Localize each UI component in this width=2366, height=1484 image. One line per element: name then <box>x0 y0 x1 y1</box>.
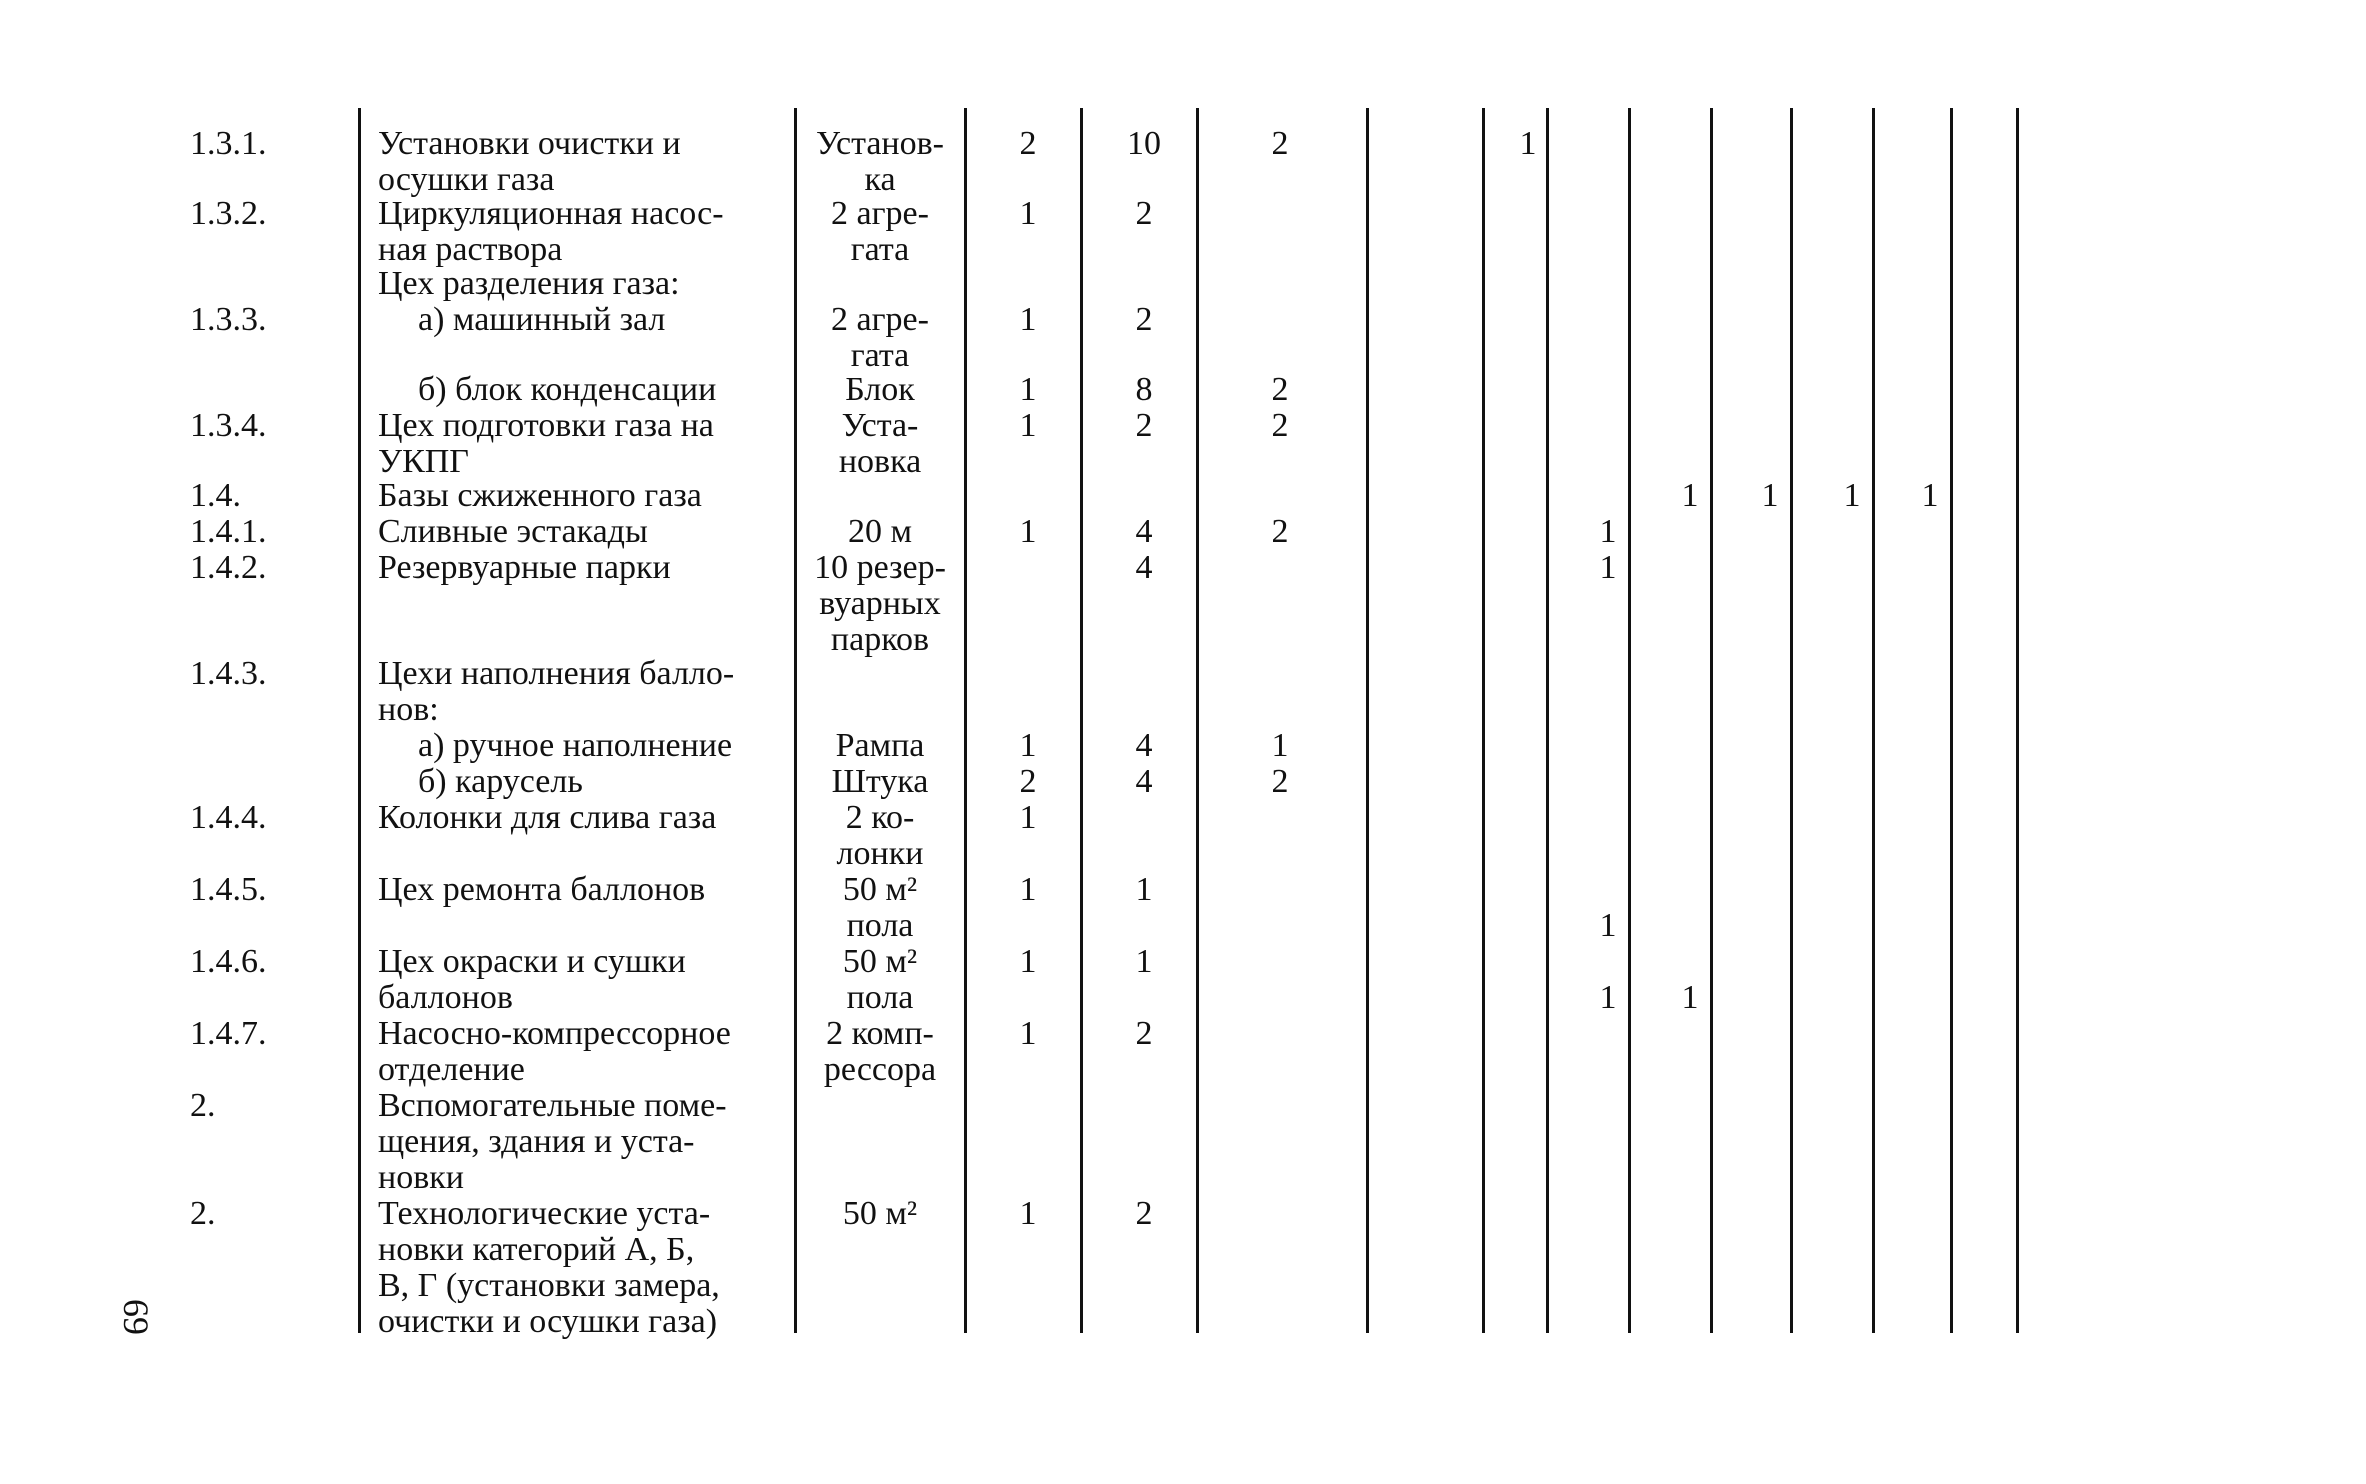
row-quantity: 1 <box>1019 195 1037 232</box>
column-rule <box>794 108 797 1333</box>
column-rule <box>1482 108 1485 1333</box>
row-description: Цех ремонта баллонов <box>378 871 706 908</box>
row-description: новки <box>378 1159 464 1196</box>
row-description: Резервуарные парки <box>378 549 671 586</box>
row-description: Насосно-компрессорное <box>378 1015 731 1052</box>
row-unit: пола <box>846 907 914 944</box>
row-unit: 20 м <box>847 513 912 550</box>
row-unit: гата <box>850 231 910 268</box>
row-unit: 2 ко- <box>845 799 915 836</box>
row-description: Цех окраски и сушки <box>378 943 686 980</box>
row-unit: ка <box>864 161 896 198</box>
row-description: УКПГ <box>378 443 469 480</box>
row-description: Установки очистки и <box>378 125 681 162</box>
row-count: 2 <box>1135 407 1153 444</box>
row-number: 1.4.3. <box>190 655 267 692</box>
row-number: 1.4. <box>190 477 241 514</box>
row-description: а) машинный зал <box>418 301 666 338</box>
row-quantity: 1 <box>1019 871 1037 908</box>
row-description: Сливные эстакады <box>378 513 648 550</box>
row-number: 2. <box>190 1195 216 1232</box>
row-unit: парков <box>830 621 930 658</box>
row-number: 1.3.1. <box>190 125 267 162</box>
row-category: 2 <box>1271 407 1289 444</box>
row-unit: 2 агре- <box>831 301 929 338</box>
row-quantity: 2 <box>1019 763 1037 800</box>
row-unit: 50 м² <box>842 1195 918 1232</box>
row-description: Базы сжиженного газа <box>378 477 702 514</box>
row-quantity: 1 <box>1019 1195 1037 1232</box>
row-count: 2 <box>1135 301 1153 338</box>
row-mark: 1 <box>1519 125 1537 162</box>
row-count: 2 <box>1135 1195 1153 1232</box>
row-number: 1.3.2. <box>190 195 267 232</box>
row-unit: Рампа <box>835 727 925 764</box>
row-number: 1.4.5. <box>190 871 267 908</box>
row-description: Циркуляционная насос- <box>378 195 724 232</box>
row-quantity: 1 <box>1019 943 1037 980</box>
column-rule <box>2016 108 2019 1333</box>
row-count: 4 <box>1135 549 1153 586</box>
column-rule <box>964 108 967 1333</box>
row-description: баллонов <box>378 979 513 1016</box>
row-mark: 1 <box>1843 477 1861 514</box>
row-unit: рессора <box>823 1051 937 1088</box>
row-quantity: 1 <box>1019 727 1037 764</box>
row-mark: 1 <box>1681 979 1699 1016</box>
row-count: 4 <box>1135 513 1153 550</box>
row-mark: 1 <box>1599 907 1617 944</box>
row-category: 2 <box>1271 125 1289 162</box>
row-unit: 2 комп- <box>826 1015 934 1052</box>
row-unit: Блок <box>845 371 915 408</box>
row-mark: 1 <box>1921 477 1939 514</box>
row-count: 10 <box>1127 125 1161 162</box>
row-mark: 1 <box>1761 477 1779 514</box>
row-count: 1 <box>1135 871 1153 908</box>
column-rule <box>1080 108 1083 1333</box>
row-unit: лонки <box>836 835 924 872</box>
row-quantity: 1 <box>1019 799 1037 836</box>
row-unit: Штука <box>831 763 929 800</box>
row-description: б) карусель <box>418 763 583 800</box>
row-number: 1.4.1. <box>190 513 267 550</box>
row-count: 4 <box>1135 763 1153 800</box>
row-category: 2 <box>1271 371 1289 408</box>
row-description: б) блок конденсации <box>418 371 717 408</box>
row-quantity: 1 <box>1019 301 1037 338</box>
row-number: 1.4.6. <box>190 943 267 980</box>
row-description: Колонки для слива газа <box>378 799 717 836</box>
column-rule <box>1366 108 1369 1333</box>
row-number: 1.4.2. <box>190 549 267 586</box>
column-rule <box>1790 108 1793 1333</box>
row-number: 2. <box>190 1087 216 1124</box>
row-description: Цехи наполнения балло- <box>378 655 735 692</box>
row-number: 1.3.4. <box>190 407 267 444</box>
row-quantity: 1 <box>1019 407 1037 444</box>
row-count: 1 <box>1135 943 1153 980</box>
column-rule <box>1710 108 1713 1333</box>
column-rule <box>1950 108 1953 1333</box>
row-description: новки категорий А, Б, <box>378 1231 695 1268</box>
row-description: В, Г (установки замера, <box>378 1267 720 1304</box>
row-unit: 50 м² <box>842 871 918 908</box>
column-rule <box>1546 108 1549 1333</box>
row-description: а) ручное наполнение <box>418 727 733 764</box>
row-quantity: 1 <box>1019 371 1037 408</box>
row-mark: 1 <box>1599 979 1617 1016</box>
row-unit: Установ- <box>815 125 944 162</box>
row-description: Вспомогательные поме- <box>378 1087 727 1124</box>
row-count: 4 <box>1135 727 1153 764</box>
row-count: 2 <box>1135 195 1153 232</box>
row-unit: вуарных <box>819 585 941 622</box>
row-unit: 2 агре- <box>831 195 929 232</box>
row-description: осушки газа <box>378 161 555 198</box>
row-unit: гата <box>850 337 910 374</box>
row-quantity: 1 <box>1019 513 1037 550</box>
row-description: щения, здания и уста- <box>378 1123 695 1160</box>
row-unit: новка <box>838 443 922 480</box>
row-quantity: 1 <box>1019 1015 1037 1052</box>
row-mark: 1 <box>1599 513 1617 550</box>
row-unit: 10 резер- <box>814 549 946 586</box>
row-number: 1.4.7. <box>190 1015 267 1052</box>
row-description: очистки и осушки газа) <box>378 1303 718 1340</box>
column-rule <box>1628 108 1631 1333</box>
row-description: отделение <box>378 1051 525 1088</box>
page-number: 69 <box>116 1299 156 1335</box>
row-description: Цех подготовки газа на <box>378 407 714 444</box>
row-count: 8 <box>1135 371 1153 408</box>
row-unit: Уста- <box>841 407 919 444</box>
row-number: 1.3.3. <box>190 301 267 338</box>
row-mark: 1 <box>1599 549 1617 586</box>
row-description: Цех разделения газа: <box>378 265 680 302</box>
column-rule <box>1196 108 1199 1333</box>
row-number: 1.4.4. <box>190 799 267 836</box>
column-rule <box>1872 108 1875 1333</box>
row-category: 2 <box>1271 513 1289 550</box>
row-description: ная раствора <box>378 231 563 268</box>
row-unit: 50 м² <box>842 943 918 980</box>
row-description: нов: <box>378 691 439 728</box>
row-count: 2 <box>1135 1015 1153 1052</box>
row-quantity: 2 <box>1019 125 1037 162</box>
row-category: 1 <box>1271 727 1289 764</box>
row-mark: 1 <box>1681 477 1699 514</box>
column-rule <box>358 108 361 1333</box>
row-unit: пола <box>846 979 914 1016</box>
row-category: 2 <box>1271 763 1289 800</box>
row-description: Технологические уста- <box>378 1195 711 1232</box>
